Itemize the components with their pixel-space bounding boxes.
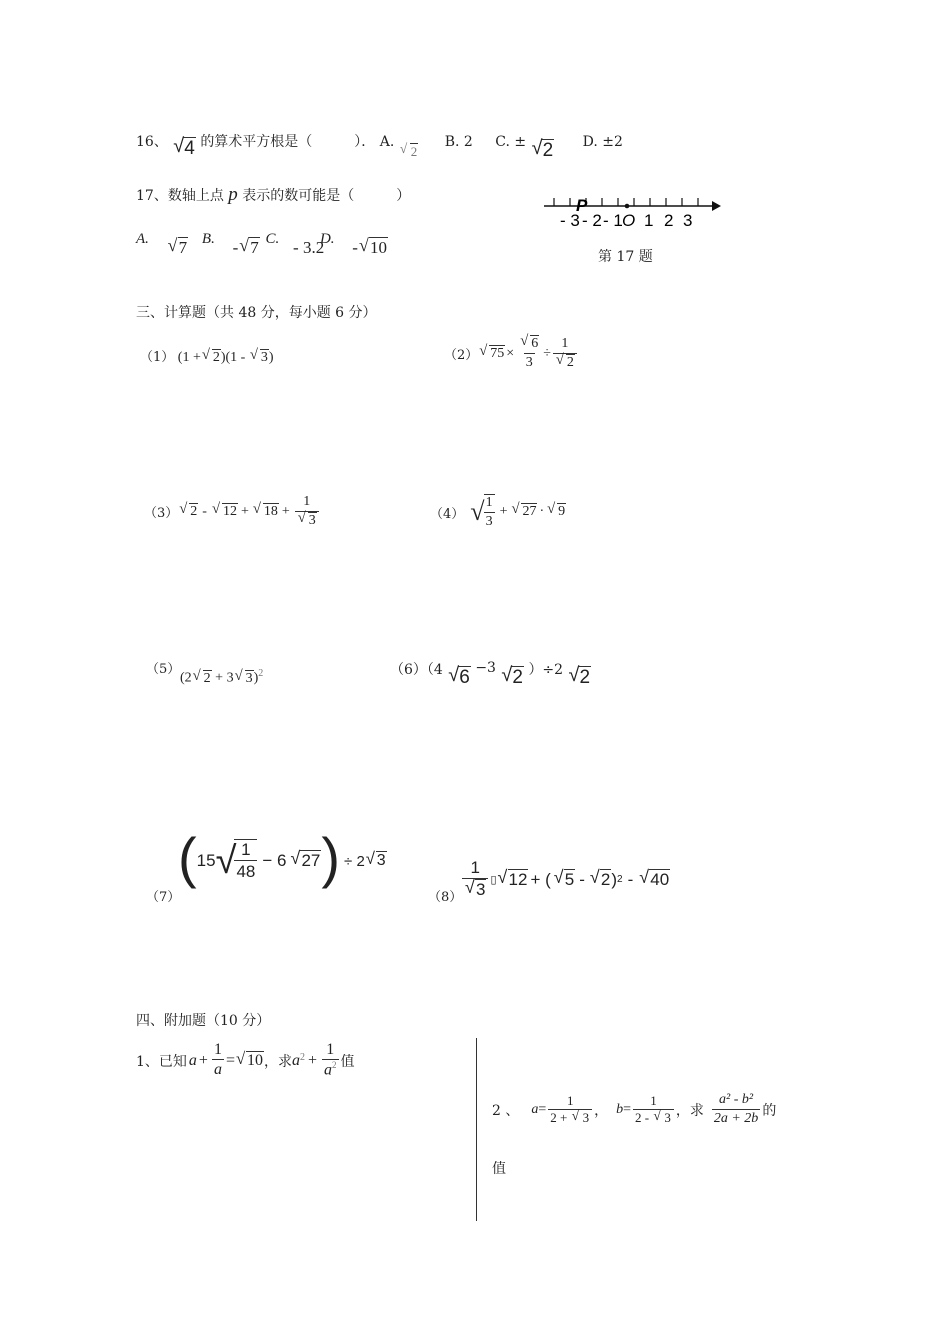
problem-2: （2） √ 75 × √ $\frac{6}{3}$ ÷ 1 √ 2 — [444, 336, 579, 372]
section4-title: 四、附加题（10 分） — [136, 1013, 271, 1029]
problem-3-label: （3） — [144, 506, 179, 522]
q17-opt-c-value: - 3.2 — [293, 238, 325, 257]
problem-6-label: （6）（4 — [390, 662, 443, 678]
problem-1-label: （1） — [140, 350, 175, 365]
q17-opt-a-sqrt: √ 7 — [167, 238, 189, 257]
column-divider — [476, 1038, 477, 1221]
q16-opt-c: C. ± — [495, 134, 527, 150]
q17-opt-a: A. — [136, 231, 149, 247]
tick-label-3: 3 — [683, 211, 693, 230]
bonus-q2: 2 、 a = $\frac{1}{2 + √ 3}$ ， b = $\frac{1}{2 - √ 3}$ ，求 $\frac{\text{a² - b²}}{2a + 2b}$ 的 — [492, 1092, 776, 1128]
tick-label-neg2: - 2 — [582, 211, 602, 230]
origin-dot — [625, 204, 630, 209]
problem-8-expr: 1 √ 3 ▯ √ 12 + ( √ 5 - √ 2 ) 2 - √ 40 — [460, 858, 670, 901]
q17-opt-d-value: -√ 10 — [352, 238, 388, 257]
q16 — [136, 130, 623, 161]
figure-caption: 第 17 题 — [598, 249, 653, 265]
problem-3: （3） √ 2 - √ 12 + √ 18 + 1 √ 3 — [144, 494, 321, 530]
section3-title: 三、计算题（共 48 分，每小题 6 分） — [136, 305, 377, 321]
problem-7-expr: ( 15 √ $\frac{1}{48}$ − 6 √ 27 ) ÷ 2 √ 3 — [178, 836, 387, 886]
q17-options — [136, 228, 388, 257]
number-line-arrow — [712, 201, 721, 211]
problem-8-label: （8） — [428, 890, 463, 905]
bonus-q2-tail: 值 — [492, 1161, 506, 1177]
point-p-label: P — [576, 196, 588, 215]
problem-2-label: （2） — [444, 348, 479, 364]
q17-stem-post: 表示的数可能是（ ） — [242, 188, 411, 204]
tick-label-2: 2 — [664, 211, 674, 230]
problem-5-label: （5） — [146, 662, 181, 677]
q17-opt-d: D. — [319, 231, 335, 247]
q16-number: 16、 — [136, 134, 168, 150]
q16-opt-c-sqrt: √ 2 — [531, 140, 555, 161]
tick-label-neg3: - 3 — [560, 211, 580, 230]
problem-4-label: （4） — [430, 506, 465, 522]
q17-opt-b: B. — [201, 231, 215, 247]
q17-stem-pre: 数轴上点 — [167, 188, 224, 204]
q17-stem — [136, 184, 410, 206]
tick-label-1: 1 — [644, 211, 654, 230]
q16-opt-a-sqrt: √ 2 — [399, 144, 419, 159]
problem-1: （1） (1 +√ 2)(1 - √ 3) — [140, 346, 274, 366]
tick-label-origin: O — [622, 211, 636, 230]
q17-opt-b-value: -√ 7 — [233, 238, 260, 257]
q17-number: 17、 — [136, 188, 168, 204]
bonus-q1: 1、已知 a + $\frac{1}{a}$ = √ 10 ，求 a $^2$ + $\frac{1}{a^2}$ 值 — [136, 1040, 355, 1081]
q16-stem: 的算术平方根是（ ）． — [200, 134, 376, 150]
problem-7-label: （7） — [146, 890, 181, 905]
q16-opt-a: A. — [379, 134, 395, 150]
tick-label-neg1: - 1 — [603, 211, 623, 230]
q17-opt-c: C. — [265, 231, 280, 247]
number-line-figure — [540, 190, 730, 240]
problem-6: （6）（4 √ 6 −3 √ 2 ）÷2 √ 2 — [390, 658, 591, 680]
q16-opt-d: D. ±2 — [582, 134, 623, 150]
q17-point: p — [228, 184, 238, 205]
problem-4: （4） √ $\frac{1}{3}$ + √ 27 · √ 9 — [430, 494, 566, 531]
q16-opt-b: B. 2 — [444, 134, 473, 150]
problem-5-expr: (2√ 2 + 3√ 3)$^2$ — [180, 668, 263, 687]
q16-sqrt: √ 4 — [172, 138, 196, 159]
problem-5 — [146, 658, 180, 677]
